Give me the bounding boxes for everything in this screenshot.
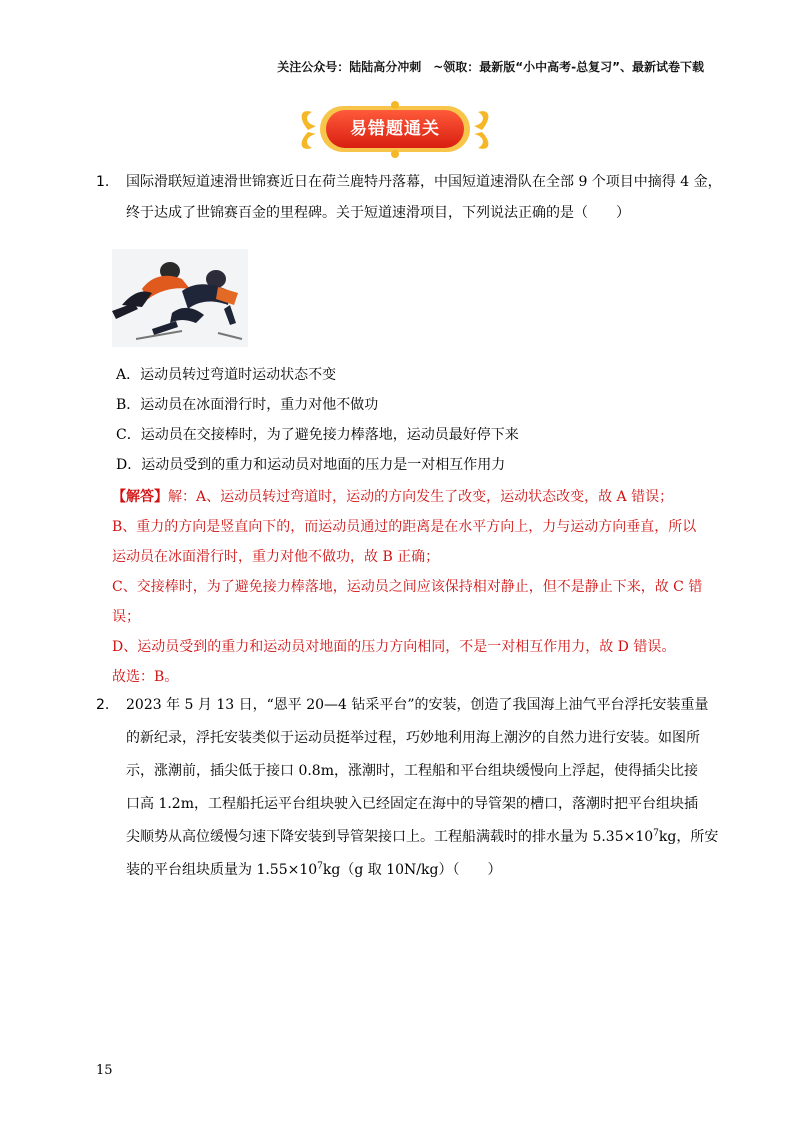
q1-answer-line5: 误； [112,609,140,625]
section-banner [290,100,500,160]
speed-skating-photo [112,249,248,347]
question-2-line3: 示，涨潮前，插尖低于接口 0.8m，涨潮时，工程船和平台组块缓慢向上浮起，使得插尖比接 [126,763,698,779]
q1-answer-line1 [112,482,730,512]
q1-option-a: A．运动员转过弯道时运动状态不变 [116,367,337,383]
question-2-line5: 尖顺势从高位缓慢匀速下降安装到导管架接口上。工程船满载时的排水量为 $5.35\times 10^7kg$，所安 [126,828,719,845]
question-2-line1: 2023 年 5 月 13 日，“恩平 20—4 钻采平台”的安装，创造了我国海上油气平台浮托安装重量 [126,697,709,713]
q1-option-b: B．运动员在冰面滑行时，重力对他不做功 [116,397,379,413]
answer-tag: 【解答】 [112,489,168,505]
answer-text-1: 解：A、运动员转过弯道时，运动的方向发生了改变，运动状态改变，故 A 错误； [168,489,674,505]
q1-answer-line6: D、运动员受到的重力和运动员对地面的压力方向相同，不是一对相互作用力，故 D 错误。 [112,639,676,655]
q1-answer-line2: B、重力的方向是竖直向下的，而运动员通过的距离是在水平方向上，力与运动方向垂直，所以 [112,519,697,535]
question-2-line6: 装的平台组块质量为 $1.55\times 10^7kg(g$ 取 10N/kg）（ ） [126,861,502,878]
question-2-line2: 的新纪录，浮托安装类似于运动员挺举过程，巧妙地利用海上潮汐的自然力进行安装。如图所 [126,730,700,746]
question-2-line4: 口高 1.2m，工程船托运平台组块驶入已经固定在海中的导管架的槽口，落潮时把平台组块插 [126,796,698,812]
q1-answer-line7: 故选：B。 [112,669,179,685]
q1-answer-line4: C、交接棒时，为了避免接力棒落地，运动员之间应该保持相对静止，但不是静止下来，故 C 错 [112,579,703,595]
question-2-number: 2. [96,697,110,713]
page-number: 15 [96,1063,113,1078]
q1-option-c: C．运动员在交接棒时，为了避免接力棒落地，运动员最好停下来 [116,427,519,443]
q1-answer-line3: 运动员在冰面滑行时，重力对他不做功，故 B 正确； [112,549,440,565]
question-1-number: 1. [96,174,110,190]
q1-option-d: D．运动员受到的重力和运动员对地面的压力是一对相互作用力 [116,457,506,473]
question-1-line1: 国际滑联短道速滑世锦赛近日在荷兰鹿特丹落幕，中国短道速滑队在全部 9 个项目中摘得 4 金， [126,174,722,190]
page-header: 关注公众号：陆陆高分冲刺 ~领取：最新版“小中高考-总复习”、最新试卷下载 [277,60,704,74]
question-1-line2: 终于达成了世锦赛百金的里程碑。关于短道速滑项目，下列说法正确的是（ ） [126,205,630,221]
banner-title: 易错题通关 [350,119,440,139]
